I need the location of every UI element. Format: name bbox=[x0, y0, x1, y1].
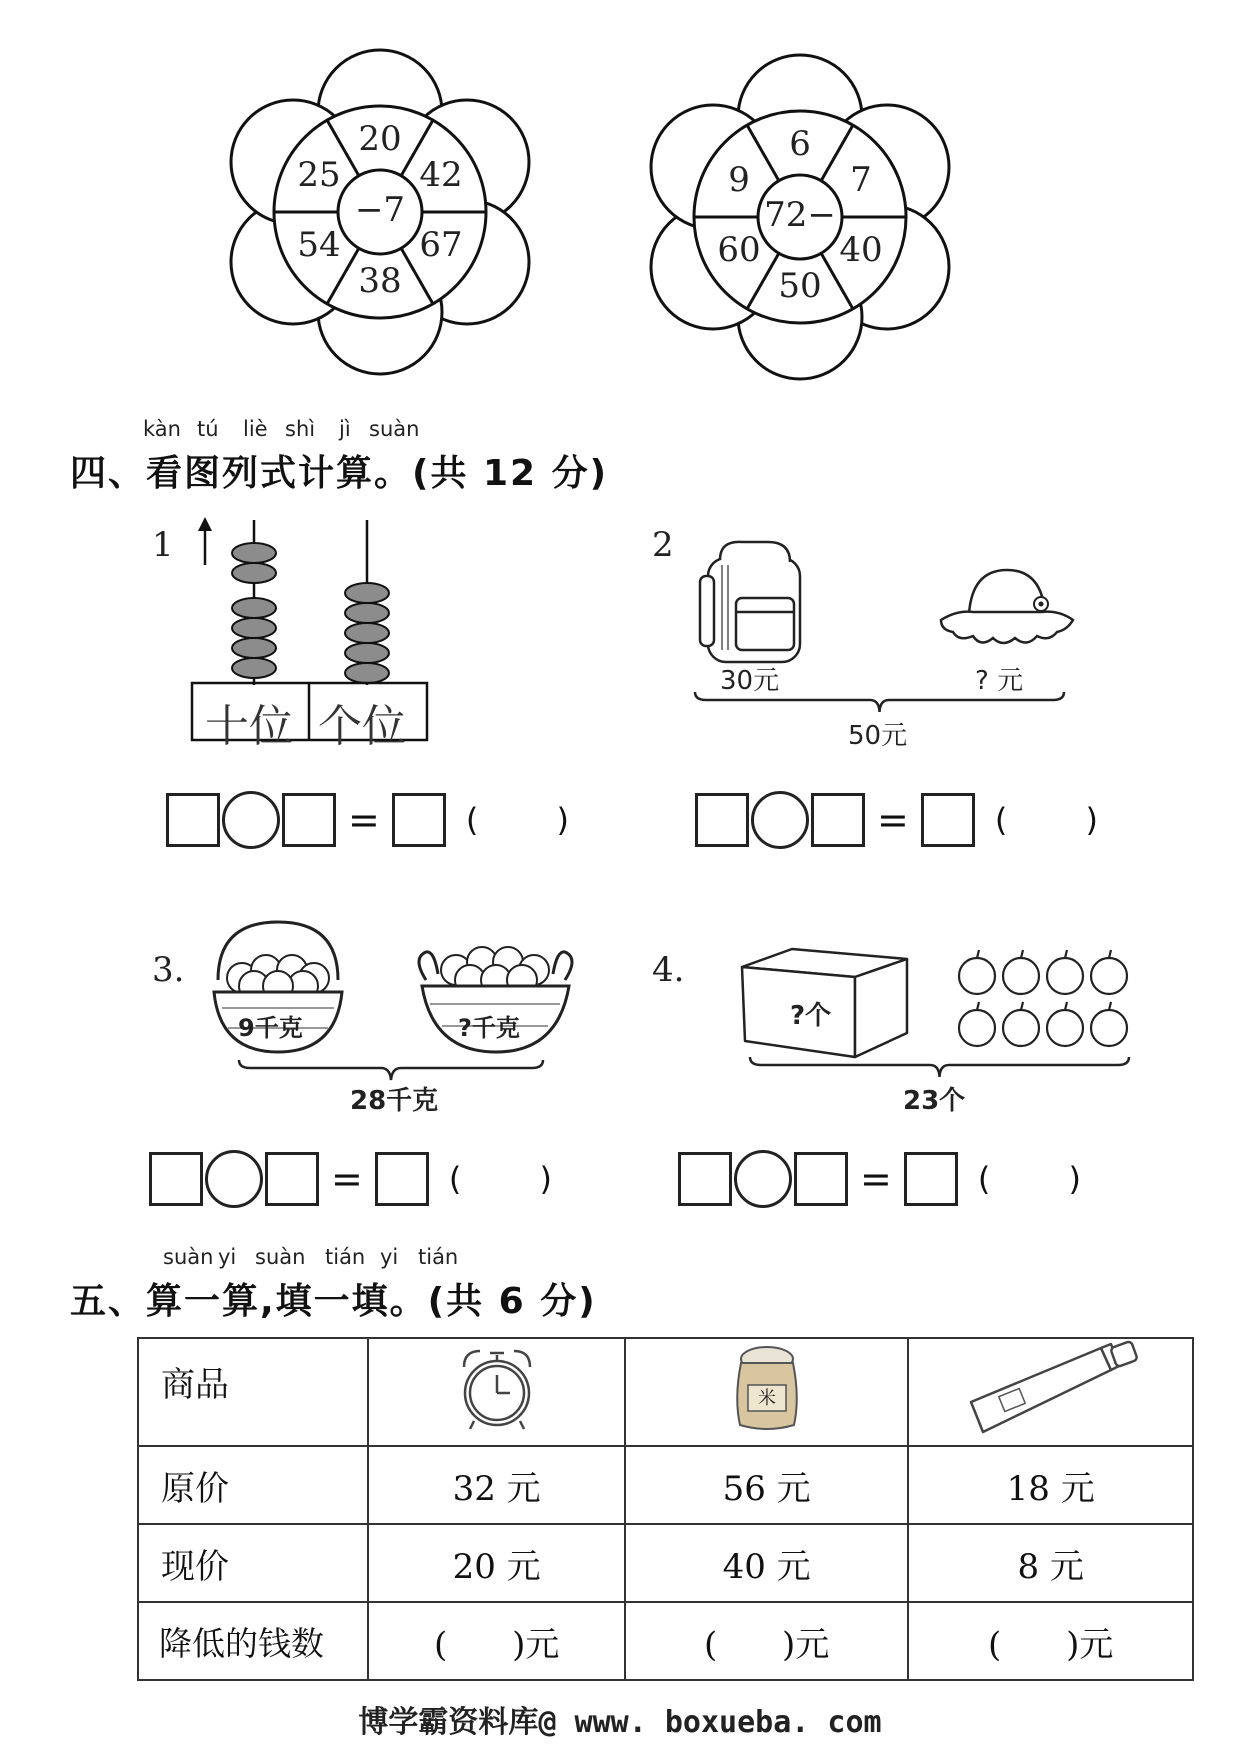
answer-box[interactable] bbox=[265, 1152, 319, 1206]
toothpaste-icon bbox=[961, 1340, 1141, 1435]
flower-petal: 40 bbox=[839, 230, 883, 270]
equation-answer-4 bbox=[678, 1150, 1115, 1208]
left-basket-weight: 9千克 bbox=[238, 1014, 303, 1042]
flower-puzzle-72-minus bbox=[640, 45, 960, 390]
pinyin: tián bbox=[325, 1245, 366, 1269]
equation-answer-3 bbox=[149, 1150, 586, 1208]
answer-box[interactable] bbox=[166, 793, 220, 847]
ones-place-label: 个位 bbox=[318, 701, 406, 752]
section-4-title: 四、看图列式计算。(共 12 分) bbox=[70, 453, 609, 494]
question-number: 4. bbox=[652, 950, 685, 990]
pinyin: yi bbox=[218, 1245, 237, 1269]
row-head-reduced-amount: 降低的钱数 bbox=[138, 1602, 368, 1680]
question-number: 2 bbox=[652, 525, 674, 565]
rice-sack-icon bbox=[732, 1343, 802, 1433]
answer-box[interactable] bbox=[678, 1152, 732, 1206]
table-cell: 32 元 bbox=[368, 1446, 625, 1524]
equation-answer-2 bbox=[695, 791, 1132, 849]
flower-petal: 42 bbox=[419, 155, 463, 195]
question-number: 1 bbox=[152, 525, 174, 565]
flower-center: −7 bbox=[354, 190, 406, 230]
flower-petal: 50 bbox=[778, 266, 822, 306]
equals-sign: = bbox=[348, 798, 380, 842]
operator-circle[interactable] bbox=[751, 791, 809, 849]
answer-blank-cell[interactable]: ( )元 bbox=[908, 1602, 1193, 1680]
unit-blank[interactable]: ( ) bbox=[994, 801, 1132, 839]
tens-place-label: 十位 bbox=[205, 701, 293, 752]
product-toothpaste bbox=[908, 1338, 1193, 1446]
answer-box[interactable] bbox=[904, 1152, 958, 1206]
flower-center: 72− bbox=[764, 195, 836, 235]
answer-box[interactable] bbox=[375, 1152, 429, 1206]
answer-box[interactable] bbox=[392, 793, 446, 847]
answer-box[interactable] bbox=[921, 793, 975, 847]
pinyin: yi bbox=[380, 1245, 399, 1269]
equation-answer-1 bbox=[166, 791, 603, 849]
answer-box[interactable] bbox=[149, 1152, 203, 1206]
product-rice bbox=[625, 1338, 908, 1446]
flower-petal: 60 bbox=[717, 230, 761, 270]
unit-blank[interactable]: ( ) bbox=[465, 801, 603, 839]
table-row bbox=[138, 1446, 1193, 1524]
operator-circle[interactable] bbox=[205, 1150, 263, 1208]
unit-blank[interactable]: ( ) bbox=[977, 1160, 1115, 1198]
hat-price: ? 元 bbox=[975, 666, 1024, 696]
table-cell: 8 元 bbox=[908, 1524, 1193, 1602]
flower-petal: 9 bbox=[728, 160, 750, 200]
flower-petal: 67 bbox=[419, 225, 463, 265]
pinyin: tián bbox=[418, 1245, 459, 1269]
footer-watermark: 博学霸资料库@ www. boxueba. com bbox=[358, 1705, 882, 1740]
table-cell: 40 元 bbox=[625, 1524, 908, 1602]
hat-icon bbox=[937, 562, 1077, 652]
total-brace bbox=[236, 1058, 546, 1082]
total-count: 23个 bbox=[903, 1086, 966, 1116]
flower-petal: 25 bbox=[297, 155, 341, 195]
answer-box[interactable] bbox=[794, 1152, 848, 1206]
section-5-title: 五、算一算,填一填。(共 6 分) bbox=[70, 1281, 597, 1322]
product-clock bbox=[368, 1338, 625, 1446]
answer-box[interactable] bbox=[282, 793, 336, 847]
pinyin: shì bbox=[285, 417, 316, 441]
pinyin: suàn bbox=[163, 1245, 214, 1269]
table-cell: 20 元 bbox=[368, 1524, 625, 1602]
table-cell: 56 元 bbox=[625, 1446, 908, 1524]
table-row bbox=[138, 1524, 1193, 1602]
flower-puzzle-minus-7 bbox=[220, 40, 540, 385]
flower-petal: 38 bbox=[358, 261, 402, 301]
table-row bbox=[138, 1338, 1193, 1446]
operator-circle[interactable] bbox=[734, 1150, 792, 1208]
answer-box[interactable] bbox=[695, 793, 749, 847]
equals-sign: = bbox=[860, 1157, 892, 1201]
unit-blank[interactable]: ( ) bbox=[448, 1160, 586, 1198]
pinyin: suàn bbox=[369, 417, 420, 441]
backpack-price: 30元 bbox=[720, 666, 780, 696]
flower-petal: 54 bbox=[297, 225, 341, 265]
flower-petal: 20 bbox=[358, 119, 402, 159]
pinyin: suàn bbox=[255, 1245, 306, 1269]
box-count-label: ?个 bbox=[790, 1001, 832, 1031]
apples-icon bbox=[955, 948, 1135, 1053]
question-number: 3. bbox=[152, 950, 185, 990]
backpack-icon bbox=[698, 540, 808, 665]
rice-character: 米 bbox=[757, 1387, 776, 1409]
flower-petal: 7 bbox=[850, 160, 872, 200]
answer-blank-cell[interactable]: ( )元 bbox=[625, 1602, 908, 1680]
operator-circle[interactable] bbox=[222, 791, 280, 849]
pinyin: liè bbox=[243, 417, 268, 441]
total-price: 50元 bbox=[848, 721, 908, 751]
total-weight: 28千克 bbox=[350, 1086, 439, 1116]
pinyin: kàn bbox=[143, 417, 181, 441]
total-brace bbox=[747, 1055, 1132, 1079]
table-row bbox=[138, 1602, 1193, 1680]
price-table bbox=[137, 1337, 1194, 1681]
pinyin: jì bbox=[339, 417, 351, 441]
row-head-product: 商品 bbox=[138, 1338, 368, 1446]
table-cell: 18 元 bbox=[908, 1446, 1193, 1524]
equals-sign: = bbox=[331, 1157, 363, 1201]
equals-sign: = bbox=[877, 798, 909, 842]
total-brace bbox=[692, 690, 1067, 714]
right-basket-weight: ?千克 bbox=[458, 1014, 520, 1042]
alarm-clock-icon bbox=[452, 1343, 542, 1433]
pinyin: tú bbox=[197, 417, 219, 441]
answer-box[interactable] bbox=[811, 793, 865, 847]
row-head-current-price: 现价 bbox=[138, 1524, 368, 1602]
row-head-original-price: 原价 bbox=[138, 1446, 368, 1524]
answer-blank-cell[interactable]: ( )元 bbox=[368, 1602, 625, 1680]
flower-petal: 6 bbox=[789, 124, 811, 164]
